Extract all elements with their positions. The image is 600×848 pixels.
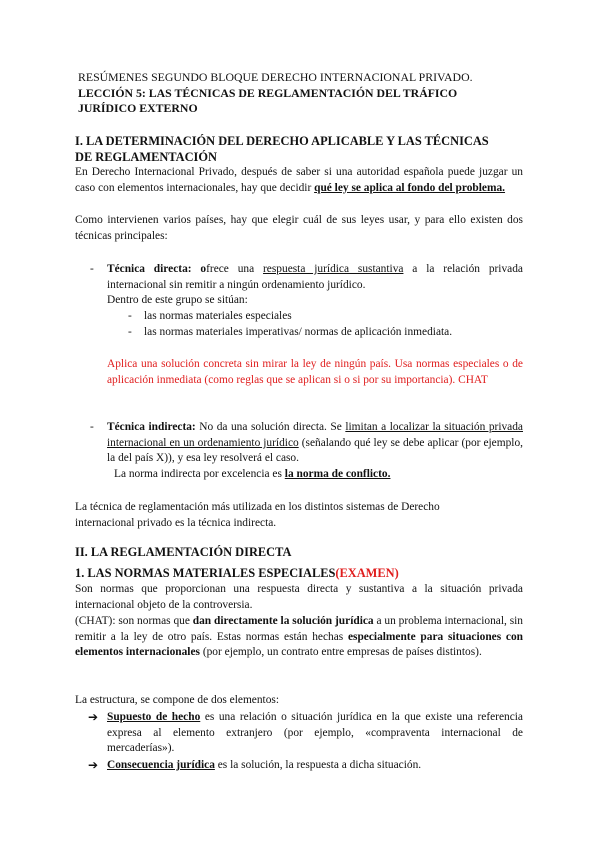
list-item-text: las normas materiales imperativas/ normas de aplicación inmediata. bbox=[144, 326, 453, 338]
consecuencia-label: Consecuencia jurídica bbox=[107, 759, 215, 771]
arrow-icon: ➔ bbox=[88, 710, 99, 724]
tecnica-indirecta-label: Técnica indirecta: bbox=[107, 421, 196, 433]
list-item bbox=[128, 309, 524, 325]
document-title: RESÚMENES SEGUNDO BLOQUE DERECHO INTERNACIONAL PRIVADO. bbox=[78, 70, 473, 84]
section-2-paragraph-1: Son normas que proporcionan una respuesta directa y sustantiva a la situación privada internacional objeto de la controversia. bbox=[75, 583, 523, 611]
note-text: La norma indirecta por excelencia es bbox=[114, 468, 285, 480]
consecuencia-text: es la solución, la respuesta a dicha situación. bbox=[214, 759, 422, 771]
tecnica-directa-underline: respuesta jurídica sustantiva bbox=[263, 263, 404, 275]
supuesto-label: Supuesto de hecho bbox=[107, 711, 201, 723]
tecnica-indirecta-item bbox=[90, 420, 523, 467]
element-consecuencia bbox=[88, 758, 523, 774]
exam-tag: (EXAMEN) bbox=[335, 566, 399, 580]
section-1-heading: I. LA DETERMINACIÓN DEL DERECHO APLICABLE Y LAS TÉCNICAS DE REGLAMENTACIÓN bbox=[75, 134, 489, 164]
section-2-paragraph-2 bbox=[75, 614, 523, 661]
list-item-text: las normas materiales especiales bbox=[144, 310, 292, 322]
norma-conflicto-note bbox=[114, 467, 562, 483]
supuesto-text: es una relación o situación jurídica en la que existe una referencia expresa al elemento extranjero (por ejemplo, «compraventa internacional de mercaderías»). bbox=[107, 711, 523, 755]
subheading-text: 1. LAS NORMAS MATERIALES ESPECIALES bbox=[75, 566, 336, 580]
tecnica-directa-text: frece una bbox=[206, 263, 264, 275]
section-2-heading: II. LA REGLAMENTACIÓN DIRECTA bbox=[75, 545, 292, 559]
list-item bbox=[128, 325, 524, 341]
solucion-emphasis: dan directamente la solución jurídica bbox=[192, 615, 374, 627]
section-1-closing: La técnica de reglamentación más utilizada en los distintos sistemas de Derecho internacional privado es la técnica indirecta. bbox=[75, 501, 440, 529]
norma-conflicto-emphasis: la norma de conflicto. bbox=[284, 468, 391, 480]
key-question-emphasis: qué ley se aplica al fondo del problema. bbox=[314, 181, 506, 194]
paragraph-text: (CHAT): son normas que bbox=[75, 615, 193, 627]
tecnica-directa-text-2: a la relación privada internacional sin remitir a ningún ordenamiento jurídico. bbox=[107, 263, 523, 291]
chat-note: Aplica una solución concreta sin mirar la ley de ningún país. Usa normas especiales o de aplicación inmediata (como reglas que se aplican si o si por su importancia). CHAT bbox=[107, 358, 523, 386]
tecnica-directa-label: Técnica directa: o bbox=[107, 263, 207, 275]
lesson-title: LECCIÓN 5: LAS TÉCNICAS DE REGLAMENTACIÓN DEL TRÁFICO JURÍDICO EXTERNO bbox=[78, 86, 458, 116]
bullet-dash: - bbox=[90, 263, 94, 275]
paragraph-text: En Derecho Internacional Privado, después de saber si una autoridad española puede juzgar un caso con elementos internacionales, hay que decidir bbox=[75, 166, 523, 194]
paragraph-text: (por ejemplo, un contrato entre empresas de países distintos). bbox=[199, 646, 482, 659]
element-supuesto bbox=[88, 710, 523, 757]
arrow-icon: ➔ bbox=[88, 758, 99, 772]
paragraph-text: a un problema internacional, sin remitir a la ley de otro país. Estas normas están hechas bbox=[75, 615, 523, 643]
section-2-subheading bbox=[75, 566, 523, 582]
tecnica-directa-group-intro: Dentro de este grupo se sitúan: bbox=[107, 294, 248, 306]
tecnica-indirecta-text: No da una solución directa. Se bbox=[195, 421, 346, 433]
tecnica-indirecta-underline: limitan a localizar la situación privada internacional en un ordenamiento jurídico bbox=[107, 421, 523, 449]
bullet-dash: - bbox=[90, 421, 94, 433]
structure-intro: La estructura, se compone de dos elementos: bbox=[75, 694, 280, 706]
section-1-paragraph-2: Como intervienen varios países, hay que elegir cuál de sus leyes usar, y para ello existen dos técnicas principales: bbox=[75, 214, 523, 242]
section-1-paragraph-1 bbox=[75, 165, 523, 196]
tecnica-indirecta-text-2: (señalando qué ley se debe aplicar (por ejemplo, la del país X)), y esa ley resolverá el caso. bbox=[107, 436, 523, 465]
tecnica-directa-item bbox=[90, 262, 523, 293]
elementos-emphasis: especialmente para situaciones con elementos internacionales bbox=[75, 630, 524, 659]
bullet-dash: - bbox=[128, 310, 132, 322]
bullet-dash: - bbox=[128, 326, 132, 338]
